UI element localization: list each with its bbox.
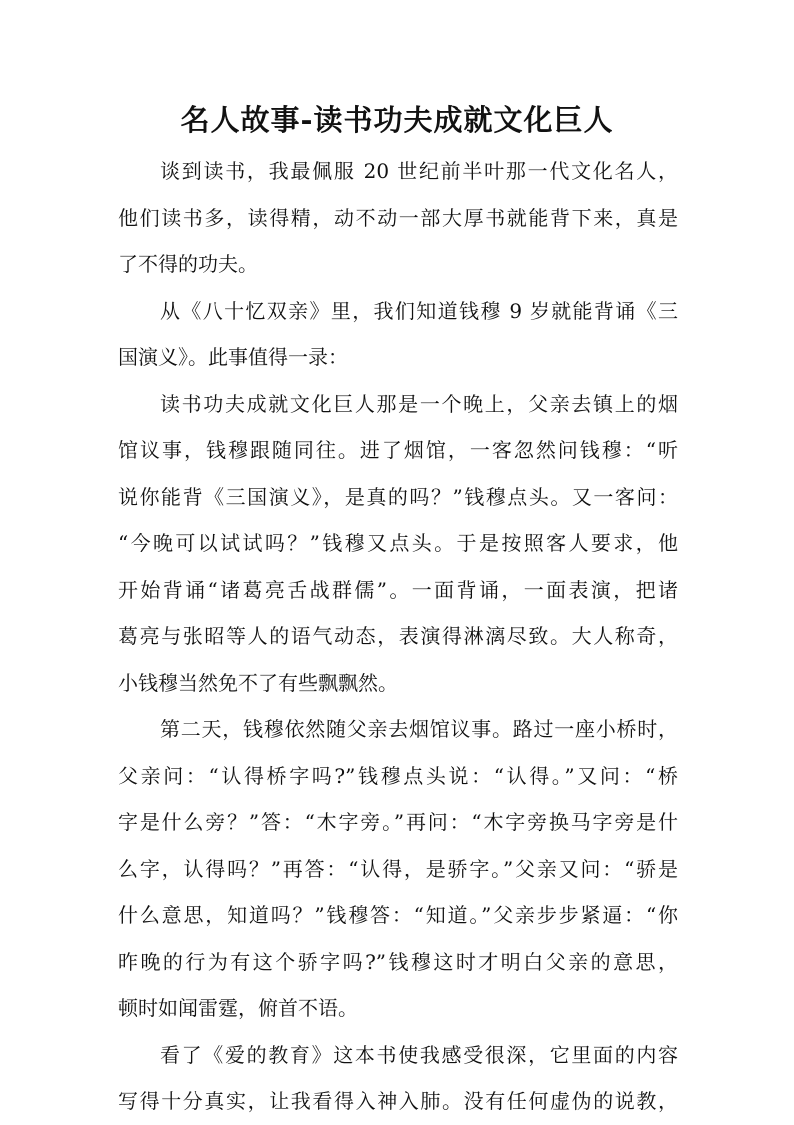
text-line: 第二天，钱穆依然随父亲去烟馆议事。路过一座小桥时， xyxy=(160,717,678,741)
text-line: 了不得的功夫。 xyxy=(118,252,258,276)
text-line: 什么意思，知道吗？”钱穆答：“知道。”父亲步步紧逼：“你 xyxy=(118,903,678,927)
text-line: 从《八十忆双亲》里，我们知道钱穆 9 岁就能背诵《三 xyxy=(160,298,678,323)
paragraph xyxy=(118,288,678,381)
text-line: 昨晚的行为有这个骄字吗?”钱穆这时才明白父亲的意思， xyxy=(118,949,678,974)
text-line: 开始背诵“诸葛亮舌战群儒”。一面背诵，一面表演，把诸 xyxy=(118,577,678,602)
text-line: 看了《爱的教育》这本书使我感受很深，它里面的内容 xyxy=(160,1042,678,1067)
text-line: 谈到读书，我最佩服 20 世纪前半叶那一代文化名人， xyxy=(160,159,678,183)
paragraph xyxy=(118,148,678,288)
paragraph xyxy=(118,381,678,707)
text-line: 字是什么旁？”答：“木字旁。”再问：“木字旁换马字旁是什 xyxy=(118,810,678,834)
paragraph xyxy=(118,1032,678,1125)
text-line: 么字，认得吗？”再答：“认得，是骄字。”父亲又问：“骄是 xyxy=(118,856,678,881)
document-body xyxy=(118,148,678,1125)
document-title: 名人故事-读书功夫成就文化巨人 xyxy=(180,103,614,137)
text-line: 读书功夫成就文化巨人那是一个晚上，父亲去镇上的烟 xyxy=(160,391,678,416)
text-line: 父亲问：“认得桥字吗?”钱穆点头说：“认得。”又问：“桥 xyxy=(118,763,678,788)
text-line: 他们读书多，读得精，动不动一部大厚书就能背下来，真是 xyxy=(118,205,678,230)
text-line: 馆议事，钱穆跟随同往。进了烟馆，一客忽然问钱穆：“听 xyxy=(118,438,678,462)
text-line: 葛亮与张昭等人的语气动态，表演得淋漓尽致。大人称奇， xyxy=(118,624,678,648)
text-line: 小钱穆当然免不了有些飘飘然。 xyxy=(118,670,398,695)
text-line: 说你能背《三国演义》，是真的吗？”钱穆点头。又一客问： xyxy=(118,484,678,509)
text-line: “今晚可以试试吗？”钱穆又点头。于是按照客人要求，他 xyxy=(118,531,678,555)
text-line: 国演义》。此事值得一录： xyxy=(118,345,348,369)
paragraph xyxy=(118,706,678,1032)
text-line: 顿时如闻雷霆，俯首不语。 xyxy=(118,996,358,1020)
text-line: 写得十分真实，让我看得入神入肺。没有任何虚伪的说教， xyxy=(118,1089,678,1113)
